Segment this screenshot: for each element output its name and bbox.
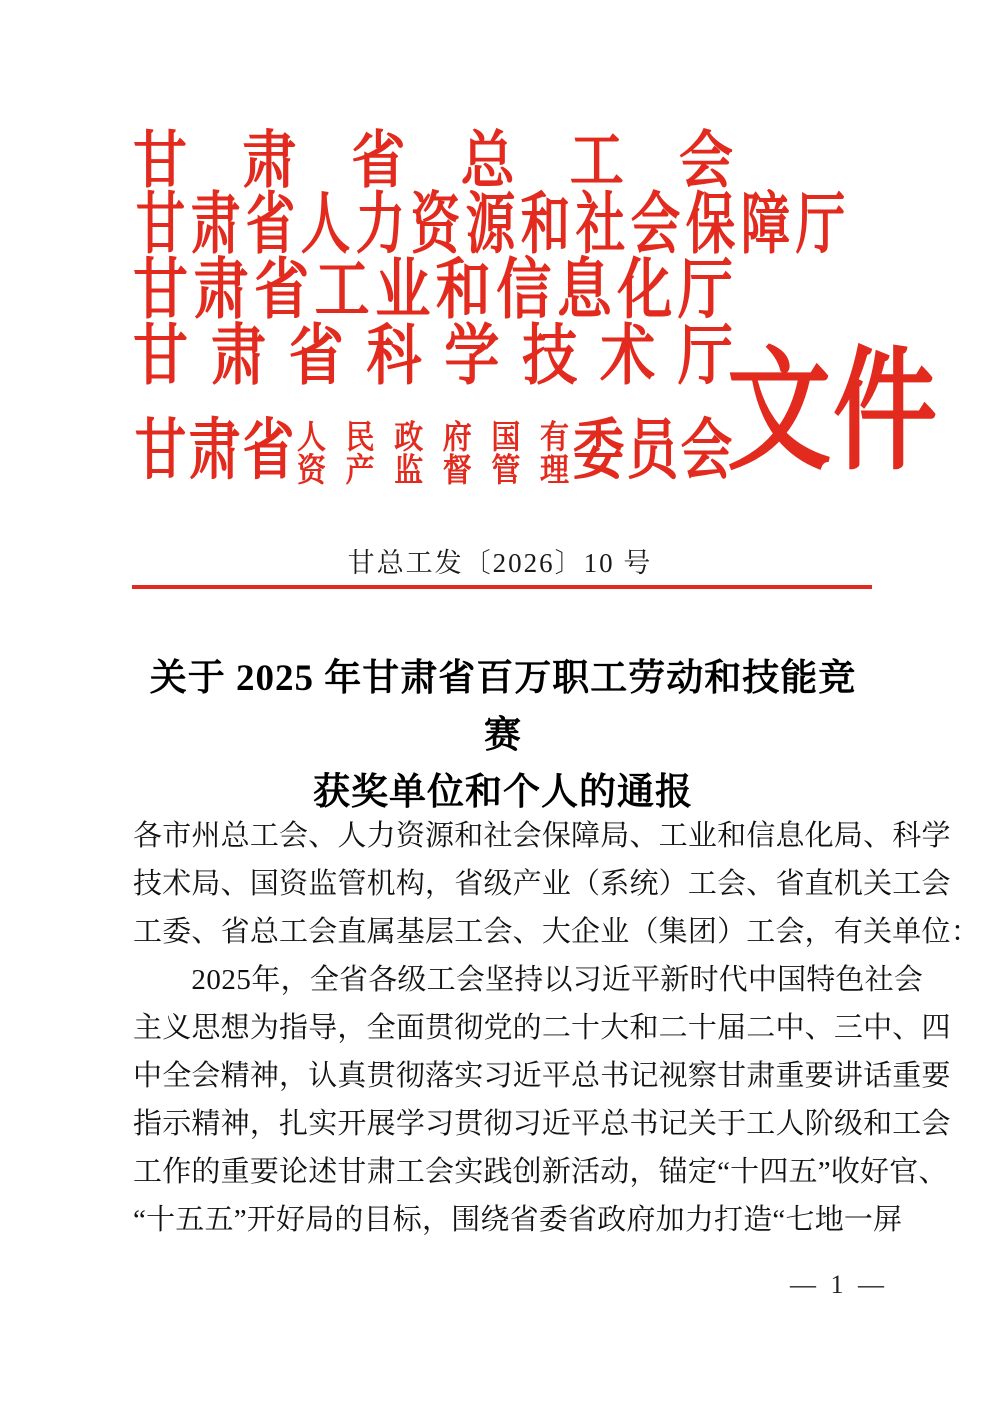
document-title	[133, 650, 873, 821]
addressee-line: 技 术 局 、 国 资 监 管 机 构 ， 省 级 产 业 （ 系 统 ） 工 会 、 省 直 机 关 工 会	[133, 868, 951, 900]
paragraph-line: 指 示 精 神 ， 扎 实 开 展 学 习 贯 彻 习 近 平 总 书 记 关 于 工 人 阶 级 和 工 会	[133, 1108, 951, 1140]
addressee-block	[133, 812, 980, 956]
document-body	[133, 812, 980, 1244]
composite-agency-stack-bottom: 资 产 监 督 管 理	[297, 453, 569, 489]
main-paragraph	[133, 956, 951, 1244]
issuing-agency-stack	[133, 126, 846, 396]
composite-agency-stack-top: 人 民 政 府 国 有	[297, 420, 569, 456]
document-word-wenjian: 文件	[727, 339, 940, 487]
issuing-agency-line-1: 甘 肃 省 总 工 会	[133, 126, 733, 196]
addressee-line: 各 市 州 总 工 会 、 人 力 资 源 和 社 会 保 障 局 、 工 业 和 信 息 化 局 、 科 学	[133, 820, 951, 852]
addressee-line: 工 委 、 省 总 工 会 直 属 基 层 工 会 、 大 企 业 （ 集 团 ） 工 会 ， 有 关 单 位 ：	[133, 916, 980, 948]
page-number: — 1 —	[790, 1270, 888, 1299]
issuing-agency-line-5	[133, 413, 733, 494]
document-number: 甘总工发〔2026〕10 号	[347, 548, 653, 578]
issuing-agency-line-2: 甘 肃 省 人 力 资 源 和 社 会 保 障 厅	[135, 187, 846, 262]
red-divider-rule	[132, 585, 872, 589]
paragraph-line: 中 全 会 精 神 ， 认 真 贯 彻 落 实 习 近 平 总 书 记 视 察 甘 肃 重 要 讲 话 重 要	[133, 1060, 951, 1092]
composite-agency-stack	[295, 420, 571, 494]
document-title-line-1: 关于 2025 年甘肃省百万职工劳动和技能竞赛	[149, 658, 857, 756]
masthead	[0, 126, 1000, 504]
document-title-line-2: 获奖单位和个人的通报	[313, 772, 693, 813]
paragraph-line: “ 十 五 五 ” 开 好 局 的 目 标 ， 围 绕 省 委 省 政 府 加 力 打 造 “ 七 地 一 屏	[133, 1204, 903, 1236]
paragraph-line: 主 义 思 想 为 指 导 ， 全 面 贯 彻 党 的 二 十 大 和 二 十 届 二 中 、 三 中 、 四	[133, 1012, 951, 1044]
issuing-agency-line-4: 甘 肃 省 科 学 技 术 厅	[133, 319, 733, 393]
composite-agency-prefix: 甘肃省	[134, 413, 294, 487]
paragraph-line: 工 作 的 重 要 论 述 甘 肃 工 会 实 践 创 新 活 动 ， 锚 定 “ 十 四 五 ” 收 好 官 、	[133, 1156, 948, 1188]
issuing-agency-line-3: 甘 肃 省 工 业 和 信 息 化 厅	[133, 253, 733, 327]
composite-agency-suffix: 委员会	[572, 413, 732, 487]
paragraph-line: 2025 年 ， 全 省 各 级 工 会 坚 持 以 习 近 平 新 时 代 中 国 特 色 社 会	[191, 964, 924, 996]
